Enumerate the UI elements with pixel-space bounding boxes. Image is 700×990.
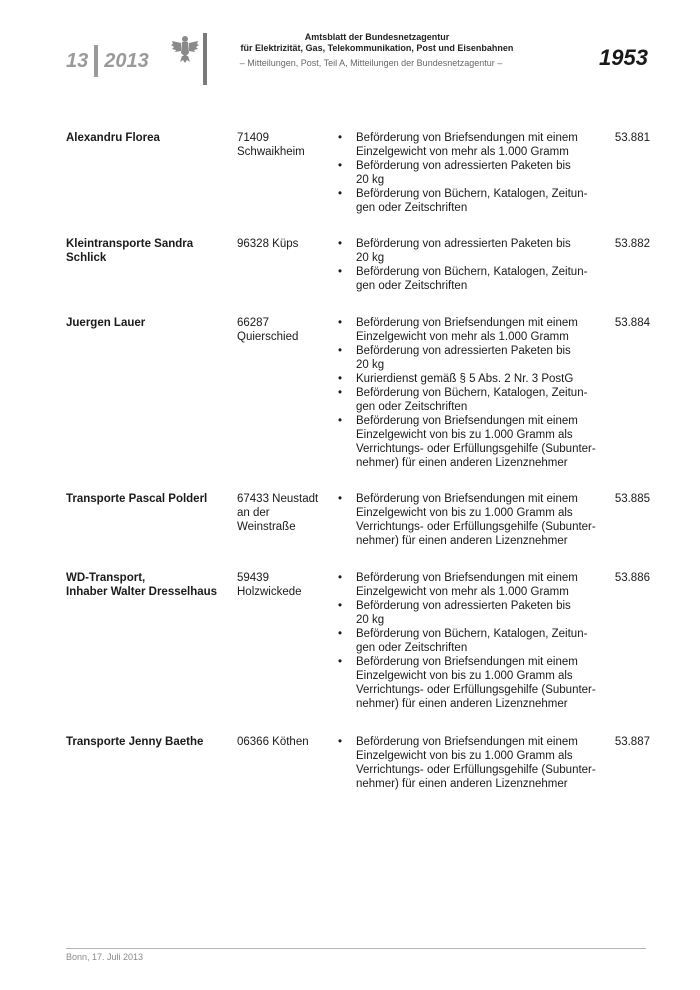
service-item: • Beförderung von Büchern, Katalogen, Zeitun- gen oder Zeitschriften — [338, 627, 610, 655]
service-item: • Beförderung von adressierten Paketen bis 20 kg — [338, 599, 610, 627]
company-name: Juergen Lauer — [66, 317, 146, 329]
footer-divider — [66, 948, 646, 949]
service-item: • Beförderung von Briefsendungen mit einem Einzelgewicht von bis zu 1.000 Gramm als Verrichtungs- oder Erfüllungsgehilfe (Subunter- nehmer) für einen anderen Lizenznehmer — [338, 492, 610, 548]
gazette-title-line1: Amtsblatt der Bundesnetzagentur — [304, 32, 450, 42]
postal-location: 71409 Schwaikheim — [237, 132, 305, 158]
company-name: Transporte Jenny Baethe — [66, 736, 204, 748]
service-item: • Beförderung von Büchern, Katalogen, Zeitun- gen oder Zeitschriften — [338, 265, 610, 293]
company-name: Kleintransporte Sandra Schlick — [66, 238, 194, 264]
service-list — [338, 237, 610, 293]
issue-separator — [94, 45, 98, 77]
issue-number: 13 — [66, 49, 89, 72]
service-item: • Beförderung von Büchern, Katalogen, Zeitun- gen oder Zeitschriften — [338, 187, 610, 215]
service-list — [338, 131, 610, 215]
company-name: Alexandru Florea — [66, 132, 160, 144]
service-item: • Beförderung von adressierten Paketen bis 20 kg — [338, 159, 610, 187]
federal-eagle-icon — [170, 33, 200, 65]
license-number: 53.887 — [614, 736, 650, 748]
service-list — [338, 571, 610, 711]
service-list — [338, 735, 610, 791]
company-name: Transporte Pascal Polderl — [66, 493, 208, 505]
postal-location: 59439 Holzwickede — [237, 572, 302, 598]
service-list — [338, 492, 610, 548]
service-item: • Beförderung von adressierten Paketen bis 20 kg — [338, 344, 610, 372]
service-item: • Beförderung von Briefsendungen mit einem Einzelgewicht von mehr als 1.000 Gramm — [338, 571, 610, 599]
footer-date: Bonn, 17. Juli 2013 — [66, 952, 144, 962]
issue-label — [66, 46, 149, 76]
header-divider — [203, 33, 207, 85]
service-item: • Beförderung von Büchern, Katalogen, Zeitun- gen oder Zeitschriften — [338, 386, 610, 414]
gazette-title-line2: für Elektrizität, Gas, Telekommunikation, Post und Eisenbahnen — [240, 43, 514, 53]
postal-location: 06366 Köthen — [237, 736, 309, 748]
postal-location: 96328 Küps — [237, 238, 299, 250]
license-number: 53.885 — [614, 493, 650, 505]
license-number: 53.886 — [614, 572, 650, 584]
license-number: 53.881 — [614, 132, 650, 144]
service-item: • Beförderung von Briefsendungen mit einem Einzelgewicht von bis zu 1.000 Gramm als Verrichtungs- oder Erfüllungsgehilfe (Subunter- nehmer) für einen anderen Lizenznehmer — [338, 414, 610, 470]
company-name: WD-Transport, Inhaber Walter Dresselhaus — [66, 572, 218, 598]
license-number: 53.882 — [614, 238, 650, 250]
issue-year: 2013 — [104, 49, 149, 72]
postal-location: 66287 Quierschied — [237, 317, 299, 343]
service-item: • Beförderung von Briefsendungen mit einem Einzelgewicht von mehr als 1.000 Gramm — [338, 131, 610, 159]
postal-location: 67433 Neustadt an der Weinstraße — [237, 493, 319, 533]
service-item: • Kurierdienst gemäß § 5 Abs. 2 Nr. 3 PostG — [338, 372, 610, 386]
service-item: • Beförderung von Briefsendungen mit einem Einzelgewicht von bis zu 1.000 Gramm als Verrichtungs- oder Erfüllungsgehilfe (Subunter- nehmer) für einen anderen Lizenznehmer — [338, 735, 610, 791]
page-number: 1953 — [599, 45, 648, 70]
gazette-subtitle: – Mitteilungen, Post, Teil A, Mitteilungen der Bundesnetzagentur – — [239, 58, 503, 68]
gazette-title — [232, 32, 522, 54]
service-item: • Beförderung von Briefsendungen mit einem Einzelgewicht von mehr als 1.000 Gramm — [338, 316, 610, 344]
service-item: • Beförderung von adressierten Paketen bis 20 kg — [338, 237, 610, 265]
license-number: 53.884 — [614, 317, 650, 329]
service-item: • Beförderung von Briefsendungen mit einem Einzelgewicht von bis zu 1.000 Gramm als Verrichtungs- oder Erfüllungsgehilfe (Subunter- nehmer) für einen anderen Lizenznehmer — [338, 655, 610, 711]
service-list — [338, 316, 610, 470]
